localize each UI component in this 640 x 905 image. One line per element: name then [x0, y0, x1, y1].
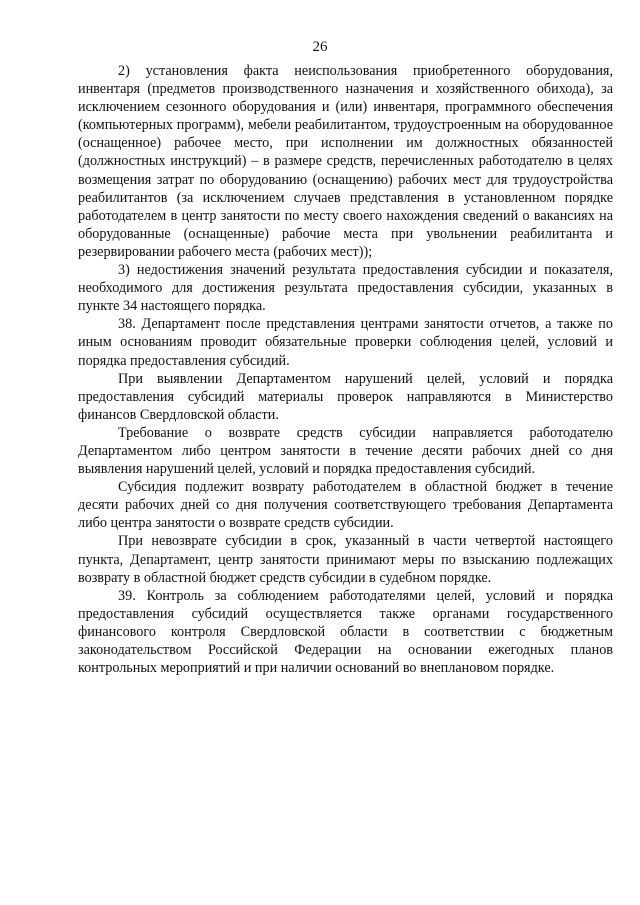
paragraph-violations-found: При выявлении Департаментом нарушений целей, условий и порядка предоставления субсидий материалы проверок направляются в Министерство финансов Свердловской области. [78, 370, 613, 423]
paragraph-refund-demand: Требование о возврате средств субсидии направляется работодателю Департаментом либо центром занятости в течение десяти рабочих дней со дня выявления нарушений целей, условий и порядка предоставления субсидий. [78, 424, 613, 478]
paragraph-refund-deadline: Субсидия подлежит возврату работодателем в областной бюджет в течение десяти рабочих дней со дня получения соответствующего требования Департамента либо центра занятости о возврате средств субсидии. [78, 479, 613, 532]
page-number: 26 [312, 39, 328, 55]
paragraph-clause-38: 38. Департамент после представления центрами занятости отчетов, а также по иным основаниям проводит обязательные проверки соблюдения целей, условий и порядка предоставления субсидий. [78, 316, 613, 369]
paragraph-item-3: 3) недостижения значений результата предоставления субсидии и показателя, необходимого для достижения результата предоставления субсидии, указанных в пункте 34 настоящего порядка. [78, 262, 613, 315]
paragraph-clause-39: 39. Контроль за соблюдением работодателями целей, условий и порядка предоставления субсидий осуществляется также органами государственного финансового контроля Свердловской области в соответствии с бюджетным законодательством Российской Федерации на основании ежегодных планов контрольных мероприятий и при наличии оснований во внеплановом порядке. [78, 587, 613, 677]
paragraph-item-2: 2) установления факта неиспользования приобретенного оборудования, инвентаря (предметов производственного назначения и хозяйственного обихода), за исключением сезонного оборудования и (или) инвентаря, программного обеспечения (компьютерных программ), мебели реабилитантом, трудоустроенным на оборудованное (оснащенное) рабочее место, при исполнении им должностных обязанностей (должностных инструкций) – в размере средств, перечисленных работодателю в целях возмещения затрат по оборудованию (оснащению) рабочих мест для трудоустройства реабилитантов (за исключением случаев представления в установленном порядке работодателем в центр занятости по месту своего нахождения сведений о вакансиях на оборудованные (оснащенные) рабочие места при увольнении реабилитанта и резервировании рабочего места (рабочих мест)); [78, 63, 613, 260]
document-body [78, 62, 613, 677]
paragraph-non-refund: При невозврате субсидии в срок, указанный в части четвертой настоящего пункта, Департамент, центр занятости принимают меры по взысканию подлежащих возврату в областной бюджет средств субсидии в судебном порядке. [78, 533, 613, 586]
